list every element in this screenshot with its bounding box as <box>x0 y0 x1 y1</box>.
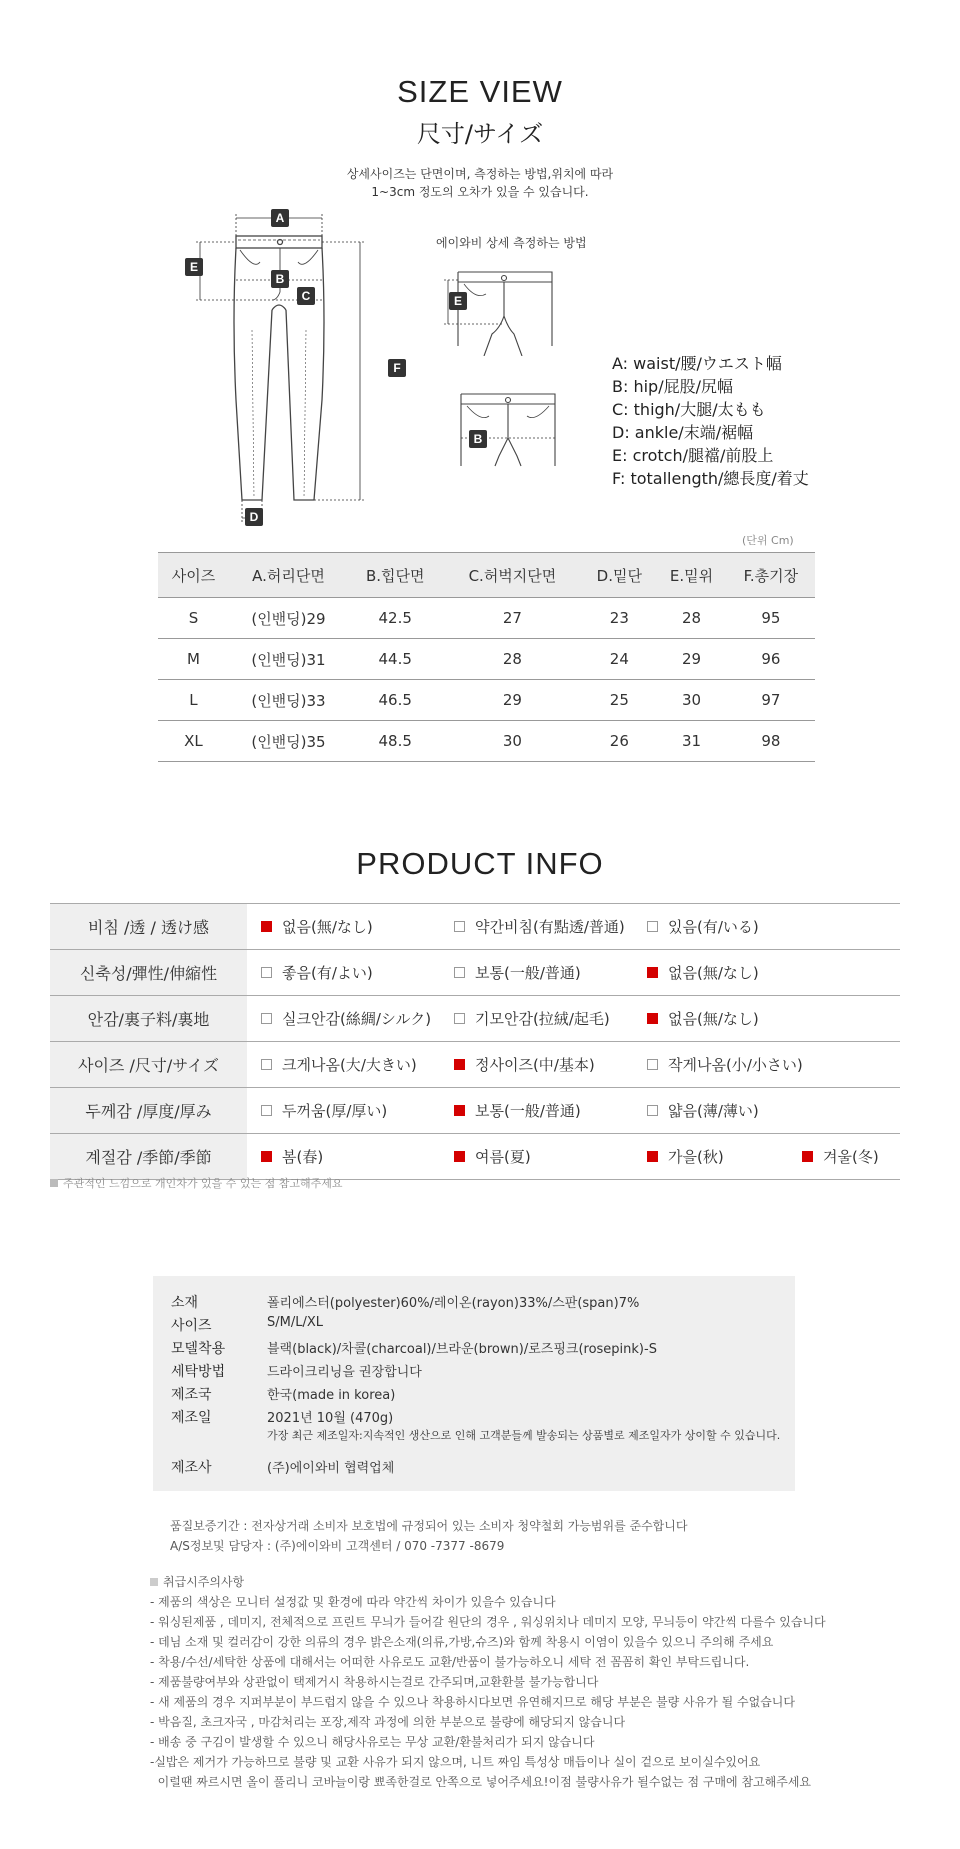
badge-b-small: B <box>469 430 487 448</box>
measurement-legend <box>612 352 809 490</box>
footnote-text: 주관적인 느낌으로 개인차가 있을 수 있는 점 참고해주세요 <box>63 1177 343 1190</box>
table-cell: (인밴딩)29 <box>229 598 348 639</box>
table-cell: (인밴딩)35 <box>229 721 348 762</box>
checkbox-icon <box>647 921 658 932</box>
option-label: 작게나옴(小/小さい) <box>668 1056 803 1074</box>
spec-value: 드라이크리닝을 권장합니다 <box>267 1365 422 1380</box>
table-row <box>50 996 900 1042</box>
option <box>440 1088 633 1134</box>
table-row <box>50 1134 900 1180</box>
pants-diagram <box>180 200 420 530</box>
list-item: - 워싱된제품 , 데미지, 전체적으로 프린트 무늬가 들어갈 원단의 경우 , 워싱위치나 데미지 모양, 무늬등이 약간씩 다를수 있습니다 <box>150 1615 826 1629</box>
list-item: - 제품불량여부와 상관없이 택제거시 착용하시는걸로 간주되며,교환환불 불가능합니다 <box>150 1675 599 1689</box>
care-heading-text: 취급시주의사항 <box>163 1575 245 1589</box>
checkbox-checked-icon <box>261 1151 272 1162</box>
as-info: A/S정보및 담당자 : (주)에이와비 고객센터 / 070 -7377 -8679 <box>170 1539 505 1553</box>
legend-item-e: E: crotch/腿襠/前股上 <box>612 446 774 465</box>
option-label: 좋음(有/よい) <box>282 964 373 982</box>
col-header: C.허벅지단면 <box>442 553 582 598</box>
option-label: 두꺼움(厚/厚い) <box>282 1102 388 1120</box>
table-cell: (인밴딩)33 <box>229 680 348 721</box>
spec-key: 제조사 <box>171 1460 212 1476</box>
table-row <box>158 680 815 721</box>
option-label: 없음(無/なし) <box>668 1010 759 1028</box>
legend-item-b: B: hip/屁股/尻幅 <box>612 377 733 396</box>
checkbox-icon <box>454 1013 465 1024</box>
product-info-title: PRODUCT INFO <box>356 846 604 881</box>
table-cell: 30 <box>442 721 582 762</box>
list-item: - 데님 소재 및 컬러감이 강한 의류의 경우 밝은소재(의류,가방,슈즈)와 함께 착용시 이염이 있을수 있으니 주의해 주세요 <box>150 1635 774 1649</box>
table-row <box>158 598 815 639</box>
option <box>440 1134 633 1180</box>
option <box>633 904 900 950</box>
list-item: - 착용/수선/세탁한 상품에 대해서는 어떠한 사유로도 교환/반품이 불가능하오니 세탁 전 꼼꼼히 확인 부탁드립니다. <box>150 1655 750 1669</box>
attribute-label: 두께감 /厚度/厚み <box>50 1088 247 1134</box>
option-label: 있음(有/いる) <box>668 918 759 936</box>
option <box>440 1042 633 1088</box>
list-item: - 새 제품의 경우 지퍼부분이 부드럽지 않을 수 있으나 착용하시다보면 유연해지므로 해당 부분은 불량 사유가 될 수없습니다 <box>150 1695 795 1709</box>
table-cell: (인밴딩)31 <box>229 639 348 680</box>
list-item: - 배송 중 구김이 발생할 수 있으니 해당사유로는 무상 교환/환불처리가 되지 않습니다 <box>150 1735 595 1749</box>
size-note-line1: 상세사이즈는 단면이며, 측정하는 방법,위치에 따라 <box>346 167 614 181</box>
badge-c: C <box>297 287 315 305</box>
table-cell: 31 <box>656 721 727 762</box>
option <box>788 1134 900 1180</box>
table-cell: S <box>158 598 229 639</box>
square-bullet-icon <box>50 1179 58 1187</box>
size-table-header <box>158 553 815 598</box>
col-header: F.총기장 <box>727 553 815 598</box>
option-label: 여름(夏) <box>475 1148 531 1166</box>
option-label: 봄(春) <box>282 1148 324 1166</box>
checkbox-checked-icon <box>454 1151 465 1162</box>
spec-value: 2021년 10월 (470g) <box>267 1411 394 1426</box>
table-cell: 26 <box>582 721 656 762</box>
attribute-label: 사이즈 /尺寸/サイズ <box>50 1042 247 1088</box>
legend-item-d: D: ankle/末端/裾幅 <box>612 423 754 442</box>
table-row <box>50 1088 900 1134</box>
list-item: - 제품의 색상은 모니터 설정값 및 환경에 따라 약간씩 차이가 있을수 있습니다 <box>150 1595 556 1609</box>
badge-a: A <box>271 209 289 227</box>
col-header: E.밑위 <box>656 553 727 598</box>
table-row <box>50 1042 900 1088</box>
badge-d: D <box>245 508 263 526</box>
option <box>440 904 633 950</box>
checkbox-checked-icon <box>647 967 658 978</box>
spec-box <box>153 1276 795 1491</box>
table-cell: 95 <box>727 598 815 639</box>
list-item: - 박음질, 초크자국 , 마감처리는 포장,제작 과정에 의한 부분으로 불량에 해당되지 않습니다 <box>150 1715 626 1729</box>
option-label: 보통(一般/普通) <box>475 1102 581 1120</box>
col-header: B.힙단면 <box>348 553 442 598</box>
table-cell: 44.5 <box>348 639 442 680</box>
table-cell: 28 <box>442 639 582 680</box>
option <box>247 904 440 950</box>
table-cell: 29 <box>442 680 582 721</box>
table-cell: 97 <box>727 680 815 721</box>
list-item: -실밥은 제거가 가능하므로 불량 및 교환 사유가 되지 않으며, 니트 짜임 특성상 매듭이나 실이 겉으로 보이실수있어요 <box>150 1755 761 1769</box>
table-row <box>50 950 900 996</box>
option-label: 실크안감(絲綢/シルク) <box>282 1010 432 1028</box>
attribute-label: 계절감 /季節/季節 <box>50 1134 247 1180</box>
badge-b: B <box>271 270 289 288</box>
attribute-label: 신축성/彈性/伸縮性 <box>50 950 247 996</box>
size-view-title: SIZE VIEW <box>397 74 563 109</box>
legend-item-f: F: totallength/總長度/着丈 <box>612 469 809 488</box>
col-header: A.허리단면 <box>229 553 348 598</box>
checkbox-icon <box>261 1013 272 1024</box>
col-header: 사이즈 <box>158 553 229 598</box>
option-label: 정사이즈(中/基本) <box>475 1056 595 1074</box>
table-cell: 46.5 <box>348 680 442 721</box>
option-label: 보통(一般/普通) <box>475 964 581 982</box>
measure-method-label: 에이와비 상세 측정하는 방법 <box>436 236 587 250</box>
checkbox-icon <box>261 1105 272 1116</box>
option <box>440 950 633 996</box>
spec-value: 블랙(black)/차콜(charcoal)/브라운(brown)/로즈핑크(rosepink)-S <box>267 1342 657 1357</box>
table-cell: 28 <box>656 598 727 639</box>
option <box>247 1088 440 1134</box>
checkbox-checked-icon <box>261 921 272 932</box>
table-cell: 25 <box>582 680 656 721</box>
checkbox-checked-icon <box>454 1105 465 1116</box>
option <box>440 996 633 1042</box>
square-bullet-icon <box>150 1578 158 1586</box>
attribute-label: 비침 /透 / 透け感 <box>50 904 247 950</box>
checkbox-checked-icon <box>647 1151 658 1162</box>
product-info-footnote <box>50 1175 343 1191</box>
table-cell: M <box>158 639 229 680</box>
table-cell: 42.5 <box>348 598 442 639</box>
attribute-label: 안감/裏子料/裏地 <box>50 996 247 1042</box>
option <box>633 950 900 996</box>
legend-item-a: A: waist/腰/ウエスト幅 <box>612 354 782 373</box>
option <box>633 996 900 1042</box>
table-cell: 27 <box>442 598 582 639</box>
spec-value: 폴리에스터(polyester)60%/레이온(rayon)33%/스판(span)7% <box>267 1296 640 1311</box>
table-cell: 48.5 <box>348 721 442 762</box>
table-cell: 98 <box>727 721 815 762</box>
option <box>633 1088 900 1134</box>
option <box>247 1134 440 1180</box>
unit-label: (단위 Cm) <box>742 534 794 547</box>
checkbox-icon <box>261 967 272 978</box>
option-label: 가을(秋) <box>668 1148 724 1166</box>
size-table <box>158 552 815 762</box>
spec-key: 제조국 <box>171 1387 212 1403</box>
care-heading <box>150 1572 826 1592</box>
table-row <box>50 904 900 950</box>
checkbox-icon <box>261 1059 272 1070</box>
spec-key: 제조일 <box>171 1410 212 1426</box>
option <box>247 950 440 996</box>
checkbox-icon <box>454 967 465 978</box>
checkbox-checked-icon <box>647 1013 658 1024</box>
option-label: 겨울(冬) <box>823 1148 879 1166</box>
care-notes <box>150 1572 826 1792</box>
option-label: 약간비침(有點透/普通) <box>475 918 625 936</box>
option-label: 없음(無/なし) <box>282 918 373 936</box>
badge-e: E <box>185 258 203 276</box>
checkbox-icon <box>454 921 465 932</box>
checkbox-icon <box>647 1105 658 1116</box>
spec-value: S/M/L/XL <box>267 1315 323 1330</box>
option-label: 크게나옴(大/大きい) <box>282 1056 417 1074</box>
quality-guarantee: 품질보증기간 : 전자상거래 소비자 보호법에 규정되어 있는 소비자 청약철회 가능범위를 준수합니다 <box>170 1519 688 1533</box>
legend-item-c: C: thigh/大腿/太もも <box>612 400 766 419</box>
badge-f: F <box>388 359 406 377</box>
spec-value: (주)에이와비 협력업체 <box>267 1461 395 1476</box>
spec-date-note: 가장 최근 제조일자:지속적인 생산으로 인해 고객분들께 발송되는 상품별로 제조일자가 상이할 수 있습니다. <box>267 1429 781 1442</box>
option <box>247 996 440 1042</box>
spec-key: 소재 <box>171 1295 199 1311</box>
col-header: D.밑단 <box>582 553 656 598</box>
table-cell: 24 <box>582 639 656 680</box>
spec-value: 한국(made in korea) <box>267 1388 396 1403</box>
table-cell: 23 <box>582 598 656 639</box>
table-cell: L <box>158 680 229 721</box>
list-item: 이럴땐 짜르시면 올이 풀리니 코바늘이랑 뾰족한걸로 안쪽으로 넣어주세요!이점 불량사유가 될수없는 점 구매에 참고해주세요 <box>150 1775 812 1789</box>
table-cell: 30 <box>656 680 727 721</box>
size-view-subtitle: 尺寸/サイズ <box>416 120 544 148</box>
checkbox-icon <box>647 1059 658 1070</box>
spec-key: 모델착용 <box>171 1341 226 1357</box>
option-label: 기모안감(拉絨/起毛) <box>475 1010 610 1028</box>
spec-key: 세탁방법 <box>171 1364 226 1380</box>
badge-e-small: E <box>449 292 467 310</box>
option <box>633 1134 788 1180</box>
table-cell: XL <box>158 721 229 762</box>
table-cell: 29 <box>656 639 727 680</box>
crotch-measure-diagram <box>442 266 562 356</box>
size-note-line2: 1~3cm 정도의 오차가 있을 수 있습니다. <box>371 185 589 199</box>
product-info-table <box>50 903 900 1180</box>
option <box>247 1042 440 1088</box>
table-row <box>158 639 815 680</box>
option-label: 없음(無/なし) <box>668 964 759 982</box>
option-label: 얇음(薄/薄い) <box>668 1102 759 1120</box>
checkbox-checked-icon <box>454 1059 465 1070</box>
checkbox-checked-icon <box>802 1151 813 1162</box>
option <box>633 1042 900 1088</box>
spec-key: 사이즈 <box>171 1318 212 1334</box>
table-row <box>158 721 815 762</box>
table-cell: 96 <box>727 639 815 680</box>
